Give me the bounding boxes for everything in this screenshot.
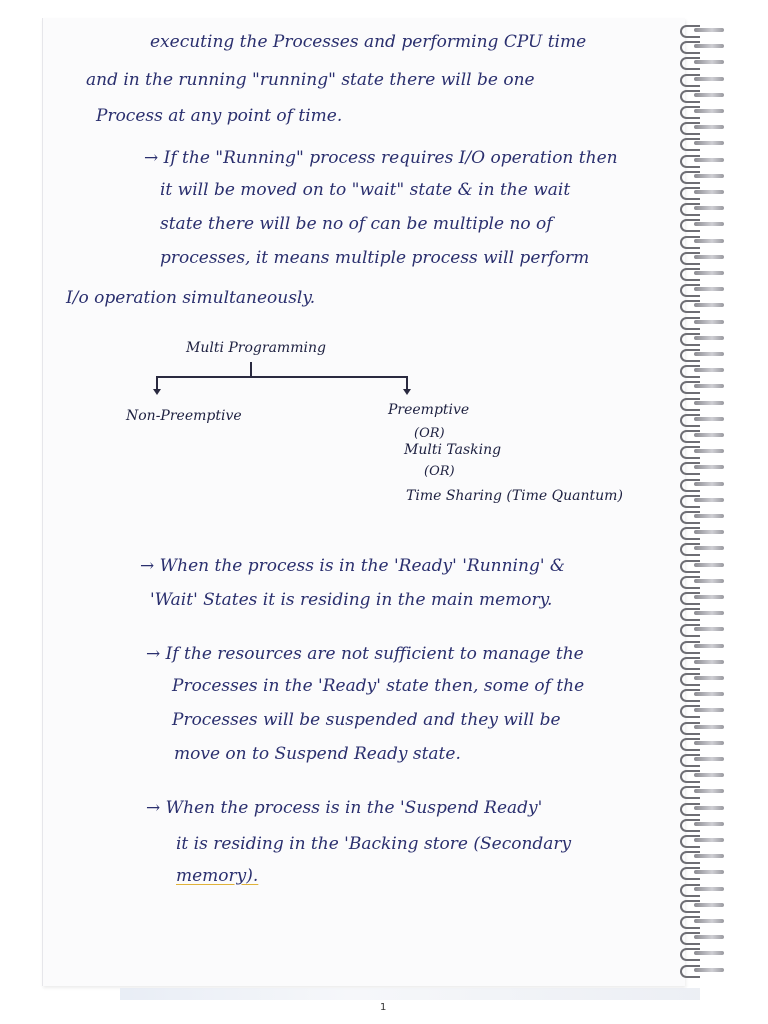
spiral-coil: [676, 575, 726, 587]
coil-wire: [694, 870, 724, 874]
coil-wire: [694, 384, 724, 388]
spiral-coil: [676, 834, 726, 846]
spiral-coil: [676, 154, 726, 166]
spiral-coil: [676, 445, 726, 457]
coil-wire: [694, 692, 724, 696]
text-line-6: state there will be no of can be multiple no of: [160, 214, 553, 234]
note-line-8: it is residing in the 'Backing store (Secondary: [176, 834, 572, 854]
diagram-preemptive: Preemptive: [388, 402, 470, 418]
spiral-coil: [676, 348, 726, 360]
spiral-coil: [676, 218, 726, 230]
spiral-coil: [676, 186, 726, 198]
coil-wire: [694, 465, 724, 469]
coil-wire: [694, 741, 724, 745]
coil-wire: [694, 255, 724, 259]
diagram-stem: [250, 362, 252, 376]
coil-wire: [694, 579, 724, 583]
spiral-binding: [676, 24, 726, 984]
spiral-coil: [676, 299, 726, 311]
coil-wire: [694, 449, 724, 453]
spiral-coil: [676, 283, 726, 295]
page-shadow: [120, 988, 700, 1000]
coil-wire: [694, 190, 724, 194]
note-line-2: 'Wait' States it is residing in the main memory.: [150, 590, 553, 610]
coil-wire: [694, 563, 724, 567]
text-line-7: processes, it means multiple process will perform: [160, 248, 590, 268]
coil-wire: [694, 903, 724, 907]
spiral-coil: [676, 105, 726, 117]
note-line-4: Processes in the 'Ready' state then, some of the: [172, 676, 585, 696]
spiral-coil: [676, 721, 726, 733]
coil-wire: [694, 919, 724, 923]
text-line-1: executing the Processes and performing CPU time: [150, 32, 587, 52]
coil-wire: [694, 951, 724, 955]
spiral-coil: [676, 672, 726, 684]
spiral-coil: [676, 24, 726, 36]
coil-wire: [694, 482, 724, 486]
coil-wire: [694, 303, 724, 307]
spiral-coil: [676, 89, 726, 101]
spiral-coil: [676, 964, 726, 976]
spiral-coil: [676, 397, 726, 409]
spiral-coil: [676, 121, 726, 133]
spiral-coil: [676, 526, 726, 538]
spiral-coil: [676, 656, 726, 668]
spiral-coil: [676, 202, 726, 214]
text-line-2: and in the running "running" state there will be one: [86, 70, 535, 90]
spiral-coil: [676, 73, 726, 85]
coil-wire: [694, 206, 724, 210]
coil-wire: [694, 660, 724, 664]
coil-wire: [694, 757, 724, 761]
spiral-coil: [676, 623, 726, 635]
spiral-coil: [676, 607, 726, 619]
spiral-coil: [676, 785, 726, 797]
spiral-coil: [676, 947, 726, 959]
diagram-non-preemptive: Non-Preemptive: [126, 408, 242, 424]
coil-wire: [694, 725, 724, 729]
coil-wire: [694, 239, 724, 243]
coil-wire: [694, 417, 724, 421]
coil-wire: [694, 838, 724, 842]
coil-wire: [694, 352, 724, 356]
spiral-coil: [676, 461, 726, 473]
spiral-coil: [676, 413, 726, 425]
spiral-coil: [676, 559, 726, 571]
coil-wire: [694, 627, 724, 631]
coil-wire: [694, 935, 724, 939]
spiral-coil: [676, 364, 726, 376]
coil-wire: [694, 93, 724, 97]
spiral-coil: [676, 267, 726, 279]
text-line-5: it will be moved on to "wait" state & in the wait: [160, 180, 571, 200]
spiral-coil: [676, 688, 726, 700]
diagram-branch: [156, 376, 408, 378]
diagram-right-drop: [406, 376, 408, 390]
spiral-coil: [676, 915, 726, 927]
spiral-coil: [676, 931, 726, 943]
coil-wire: [694, 336, 724, 340]
spiral-coil: [676, 850, 726, 862]
coil-wire: [694, 60, 724, 64]
coil-wire: [694, 530, 724, 534]
spiral-coil: [676, 478, 726, 490]
coil-wire: [694, 854, 724, 858]
spiral-coil: [676, 640, 726, 652]
spiral-coil: [676, 737, 726, 749]
coil-wire: [694, 498, 724, 502]
diagram-time-sharing: Time Sharing (Time Quantum): [406, 488, 623, 504]
coil-wire: [694, 320, 724, 324]
note-line-7: → When the process is in the 'Suspend Ready': [146, 798, 543, 818]
coil-wire: [694, 158, 724, 162]
note-line-9: memory).: [176, 866, 259, 886]
coil-wire: [694, 514, 724, 518]
coil-wire: [694, 546, 724, 550]
spiral-coil: [676, 542, 726, 554]
coil-wire: [694, 287, 724, 291]
spiral-coil: [676, 802, 726, 814]
spiral-coil: [676, 251, 726, 263]
note-line-5: Processes will be suspended and they will be: [172, 710, 561, 730]
spiral-coil: [676, 510, 726, 522]
spiral-coil: [676, 818, 726, 830]
left-arrow-head: [153, 389, 161, 395]
spiral-coil: [676, 316, 726, 328]
coil-wire: [694, 887, 724, 891]
coil-wire: [694, 77, 724, 81]
diagram-root: Multi Programming: [186, 340, 326, 356]
spiral-coil: [676, 380, 726, 392]
spiral-coil: [676, 899, 726, 911]
text-line-3: Process at any point of time.: [96, 106, 343, 126]
spiral-coil: [676, 170, 726, 182]
spiral-coil: [676, 704, 726, 716]
coil-wire: [694, 611, 724, 615]
text-line-4: → If the "Running" process requires I/O operation then: [144, 148, 618, 168]
coil-wire: [694, 595, 724, 599]
right-arrow-head: [403, 389, 411, 395]
note-line-1: → When the process is in the 'Ready' 'Running' &: [140, 556, 566, 576]
note-line-6: move on to Suspend Ready state.: [174, 744, 461, 764]
coil-wire: [694, 44, 724, 48]
spiral-coil: [676, 753, 726, 765]
diagram-or-2: (OR): [424, 464, 455, 479]
diagram-or-1: (OR): [414, 426, 445, 441]
coil-wire: [694, 806, 724, 810]
coil-wire: [694, 968, 724, 972]
coil-wire: [694, 644, 724, 648]
coil-wire: [694, 773, 724, 777]
spiral-coil: [676, 769, 726, 781]
coil-wire: [694, 368, 724, 372]
coil-wire: [694, 822, 724, 826]
text-line-8: I/o operation simultaneously.: [66, 288, 316, 308]
spiral-coil: [676, 56, 726, 68]
coil-wire: [694, 676, 724, 680]
coil-wire: [694, 125, 724, 129]
coil-wire: [694, 141, 724, 145]
coil-wire: [694, 789, 724, 793]
spiral-coil: [676, 429, 726, 441]
spiral-coil: [676, 866, 726, 878]
diagram-multi-tasking: Multi Tasking: [404, 442, 502, 458]
spiral-coil: [676, 137, 726, 149]
coil-wire: [694, 222, 724, 226]
spiral-coil: [676, 332, 726, 344]
coil-wire: [694, 708, 724, 712]
spiral-coil: [676, 494, 726, 506]
spiral-coil: [676, 591, 726, 603]
coil-wire: [694, 174, 724, 178]
spiral-coil: [676, 883, 726, 895]
coil-wire: [694, 271, 724, 275]
coil-wire: [694, 433, 724, 437]
coil-wire: [694, 401, 724, 405]
coil-wire: [694, 109, 724, 113]
spiral-coil: [676, 40, 726, 52]
diagram-left-drop: [156, 376, 158, 390]
note-line-3: → If the resources are not sufficient to manage the: [146, 644, 584, 664]
coil-wire: [694, 28, 724, 32]
page-number: 1: [380, 1002, 387, 1013]
spiral-coil: [676, 235, 726, 247]
